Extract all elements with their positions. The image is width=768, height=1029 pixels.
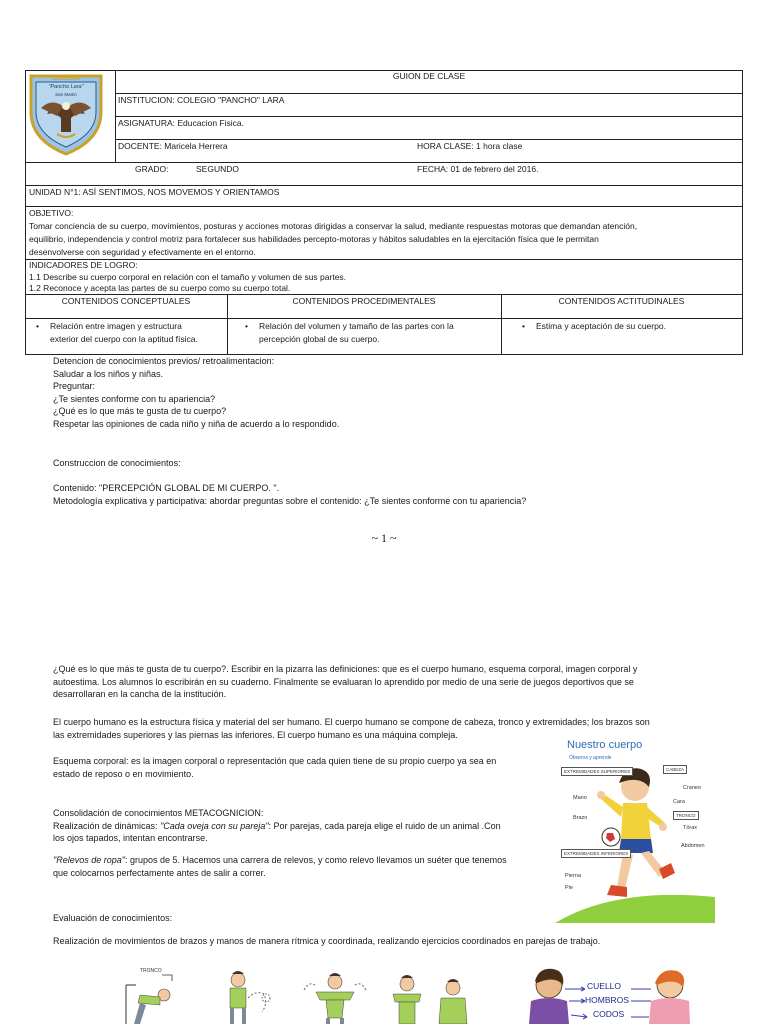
logo-text-top: COLEGIO xyxy=(52,76,80,82)
body-parts-figure xyxy=(525,965,690,1024)
conceptual-line: Relación entre imagen y estructura xyxy=(50,321,182,331)
bullet-icon: • xyxy=(245,321,248,331)
consolidacion-title: Consolidación de conocimientos METACOGNICION: xyxy=(53,808,264,818)
actitudinal-line: Estima y aceptación de su cuerpo. xyxy=(536,321,666,331)
objetivo-label: OBJETIVO: xyxy=(29,208,74,218)
label-torax: Tórax xyxy=(683,825,698,831)
institucion: INSTITUCION: COLEGIO "PANCHO" LARA xyxy=(118,95,285,105)
consolidacion-section xyxy=(53,807,501,845)
unidad: UNIDAD N°1: ASÍ SENTIMOS, NOS MOVEMOS Y ORIENTAMOS xyxy=(29,187,280,197)
fecha: FECHA: 01 de febrero del 2016. xyxy=(417,164,539,174)
evaluacion-title: Evaluación de conocimientos: xyxy=(53,913,173,923)
label-ext-sup: EXTREMIDADES SUPERIORES xyxy=(561,767,633,776)
tronco-label: TRONCO xyxy=(140,968,162,974)
asignatura: ASIGNATURA: Educacion Fisica. xyxy=(118,118,244,128)
label-hombros: HOMBROS xyxy=(585,995,629,1005)
construccion-metodologia: Metodología explicativa y participativa: abordar preguntas sobre el contenido: ¿Te sientes conforme con tu apariencia? xyxy=(53,496,527,506)
label-cuello: CUELLO xyxy=(587,981,622,991)
dinamicas-game: "Cada oveja con su pareja" xyxy=(160,820,269,831)
conceptual-line: exterior del cuerpo con la aptitud física. xyxy=(50,334,198,344)
label-pie: Pie xyxy=(565,885,573,891)
exercise-figure-3 xyxy=(300,970,370,1024)
procedimental-line: Relación del volumen y tamaño de las partes con la xyxy=(259,321,454,331)
indicador-item: 1.2 Reconoce y acepta las partes de su cuerpo como su cuerpo total. xyxy=(29,283,291,293)
objetivo-line: desenvolverse con seguridad y efectivamente en el entorno. xyxy=(29,247,256,257)
label-cabeza: CABEZA xyxy=(663,765,687,774)
label-tronco: TRONCO xyxy=(673,811,699,820)
grado-value: SEGUNDO xyxy=(196,164,239,174)
dinamicas-prefix: Realización de dinámicas: xyxy=(53,820,161,831)
construccion-contenido: Contenido: "PERCEPCIÓN GLOBAL DE MI CUERPO. ". xyxy=(53,483,280,493)
deteccion-section xyxy=(53,355,339,430)
paragraph-line: El cuerpo humano es la estructura física y material del ser humano. El cuerpo humano se compone de cabeza, tronco y extremidades; los brazos son xyxy=(53,717,650,727)
grado-label: GRADO: xyxy=(135,164,169,174)
paragraph-line: estado de reposo o en movimiento. xyxy=(53,768,194,779)
relevos-section xyxy=(53,854,507,879)
objetivo-line: Tomar conciencia de su cuerpo, movimientos, posturas y acciones motoras dirigidas a conservar la salud, mediante respuestas motoras que demandan atención, xyxy=(29,221,638,231)
label-craneo: Craneo xyxy=(683,785,702,791)
exercise-figure-4 xyxy=(385,972,475,1024)
dinamicas-line2: los ojos tapados, intentan encontrarse. xyxy=(53,833,208,843)
procedimental-line: percepción global de su cuerpo. xyxy=(259,334,380,344)
paragraph-line: Esquema corporal: es la imagen corporal o representación que cada quien tiene de su propio cuerpo ya sea en xyxy=(53,756,497,766)
figure-title: Nuestro cuerpo xyxy=(567,739,643,751)
label-mano: Mano xyxy=(573,795,587,801)
deteccion-title: Detencion de conocimientos previos/ retroalimentacion: xyxy=(53,356,275,366)
header-conceptuales: CONTENIDOS CONCEPTUALES xyxy=(61,296,191,306)
page2-paragraph-3 xyxy=(53,755,496,780)
label-brazo: Brazo xyxy=(573,815,588,821)
dinamicas-rest: : Por parejas, cada pareja elige el ruido de un animal .Con xyxy=(268,820,501,831)
label-pierna: Pierna xyxy=(565,873,581,879)
paragraph-line: ¿Qué es lo que más te gusta de tu cuerpo?. Escribir en la pizarra las definiciones: que es el cuerpo humano, esquema corporal, imagen corporal y xyxy=(53,664,638,674)
deteccion-line: Saludar a los niños y niñas. xyxy=(53,368,164,379)
page2-paragraph-1 xyxy=(53,663,637,701)
relevos-rest: : grupos de 5. Hacemos una carrera de relevos, y como relevo llevamos un suéter que tenemos xyxy=(124,855,507,865)
procedimental-item xyxy=(245,320,497,350)
evaluacion-text: Realización de movimientos de brazos y manos de manera rítmica y coordinada, realizando ejercicios coordinados en parejas de trabajo. xyxy=(53,936,601,946)
label-codos: CODOS xyxy=(593,1009,625,1019)
school-logo xyxy=(27,72,105,156)
label-abdomen: Abdomen xyxy=(681,843,705,849)
paragraph-line: desarrollaran en la cancha de la institución. xyxy=(53,689,227,699)
deteccion-line: ¿Qué es lo que más te gusta de tu cuerpo? xyxy=(53,406,227,416)
construccion-title: Construccion de conocimientos: xyxy=(53,458,181,468)
indicador-item: 1.1 Describe su cuerpo corporal en relación con el tamaño y volumen de sus partes. xyxy=(29,272,347,282)
deteccion-line: Preguntar: xyxy=(53,381,96,391)
nuestro-cuerpo-figure xyxy=(555,737,715,923)
exercise-figure-tronco xyxy=(120,965,180,1024)
logo-text-city: San Martin xyxy=(55,92,77,97)
indicadores-label: INDICADORES DE LOGRO: xyxy=(29,260,138,270)
figure-subtitle: Observa y aprende xyxy=(569,755,612,761)
bullet-icon: • xyxy=(522,321,525,331)
conceptual-item xyxy=(36,320,224,350)
objetivo-line: equilibrio, independencia y control motriz para fortalecer sus habilidades percepto-motoras y hábitos saludables en la ejercitación física que le permitan xyxy=(29,234,599,244)
actitudinal-item xyxy=(522,320,738,350)
paragraph-line: las extremidades superiores y las piernas las inferiores. El cuerpo humano es una máquina compleja. xyxy=(53,729,458,740)
label-cara: Cara xyxy=(673,799,685,805)
deteccion-line: ¿Te sientes conforme con tu apariencia? xyxy=(53,393,216,404)
label-ext-inf: EXTREMIDADES INFERIORES xyxy=(561,849,631,858)
hora-clase: HORA CLASE: 1 hora clase xyxy=(417,141,523,151)
bullet-icon: • xyxy=(36,321,39,331)
page-number: ~ 1 ~ xyxy=(371,531,397,545)
header-procedimentales: CONTENIDOS PROCEDIMENTALES xyxy=(292,296,436,306)
logo-text-name: "Pancho Lara" xyxy=(48,84,84,90)
header-actitudinales: CONTENIDOS ACTITUDINALES xyxy=(558,296,685,306)
deteccion-line: Respetar las opiniones de cada niño y niña de acuerdo a lo respondido. xyxy=(53,418,340,429)
relevos-game: "Relevos de ropa" xyxy=(53,855,125,865)
relevos-line2: que colocarnos perfectamente antes de salir a correr. xyxy=(53,867,266,878)
paragraph-line: autoestima. Los alumnos lo escribirán en su cuaderno. Finalmente se evaluaran lo aprendido por medio de una serie de juegos deportivos que se xyxy=(53,676,634,687)
exercise-figure-2 xyxy=(222,968,282,1024)
docente: DOCENTE: Maricela Herrera xyxy=(118,141,228,151)
page-title: GUION DE CLASE xyxy=(392,71,466,81)
